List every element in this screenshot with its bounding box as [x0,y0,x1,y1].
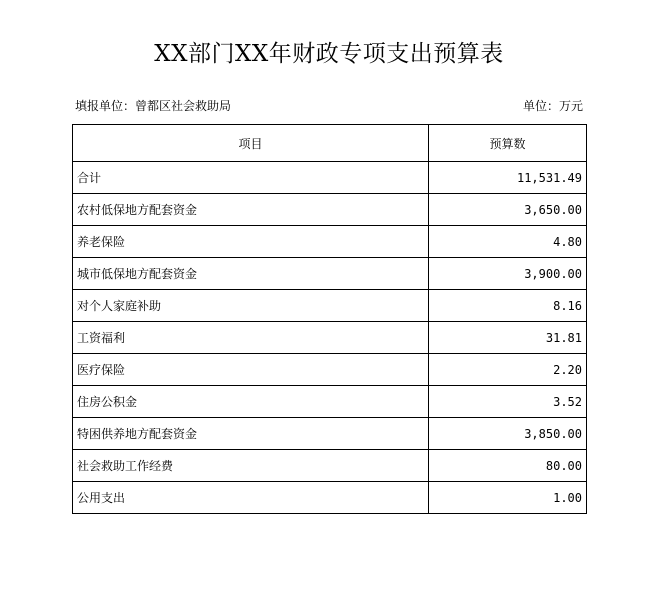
row-amount: 1.00 [429,482,587,514]
row-item: 养老保险 [73,226,429,258]
table-row [73,226,587,258]
row-amount: 3,650.00 [429,194,587,226]
row-item: 公用支出 [73,482,429,514]
row-item: 特困供养地方配套资金 [73,418,429,450]
unit-label: 单位：万元 [522,99,583,113]
budget-table [72,124,587,514]
row-amount: 3,900.00 [429,258,587,290]
table-header-row [73,125,587,162]
table-row [73,194,587,226]
table-row [73,354,587,386]
row-amount: 3.52 [429,386,587,418]
table-row [73,290,587,322]
row-amount: 4.80 [429,226,587,258]
row-item: 工资福利 [73,322,429,354]
row-amount: 11,531.49 [429,162,587,194]
table-row [73,482,587,514]
table-row [73,258,587,290]
row-amount: 31.81 [429,322,587,354]
column-header-amount: 预算数 [429,125,587,162]
row-amount: 8.16 [429,290,587,322]
row-item: 社会救助工作经费 [73,450,429,482]
table-row [73,386,587,418]
row-amount: 3,850.00 [429,418,587,450]
row-amount: 2.20 [429,354,587,386]
row-item: 住房公积金 [73,386,429,418]
row-item: 农村低保地方配套资金 [73,194,429,226]
row-item: 医疗保险 [73,354,429,386]
row-item: 对个人家庭补助 [73,290,429,322]
row-item: 合计 [73,162,429,194]
table-row [73,418,587,450]
row-item: 城市低保地方配套资金 [73,258,429,290]
table-row [73,450,587,482]
table-row [73,322,587,354]
reporting-unit: 填报单位：曾都区社会救助局 [75,99,232,113]
page-title: XX部门XX年财政专项支出预算表 [154,41,504,67]
row-amount: 80.00 [429,450,587,482]
column-header-item: 项目 [73,125,429,162]
table-row [73,162,587,194]
